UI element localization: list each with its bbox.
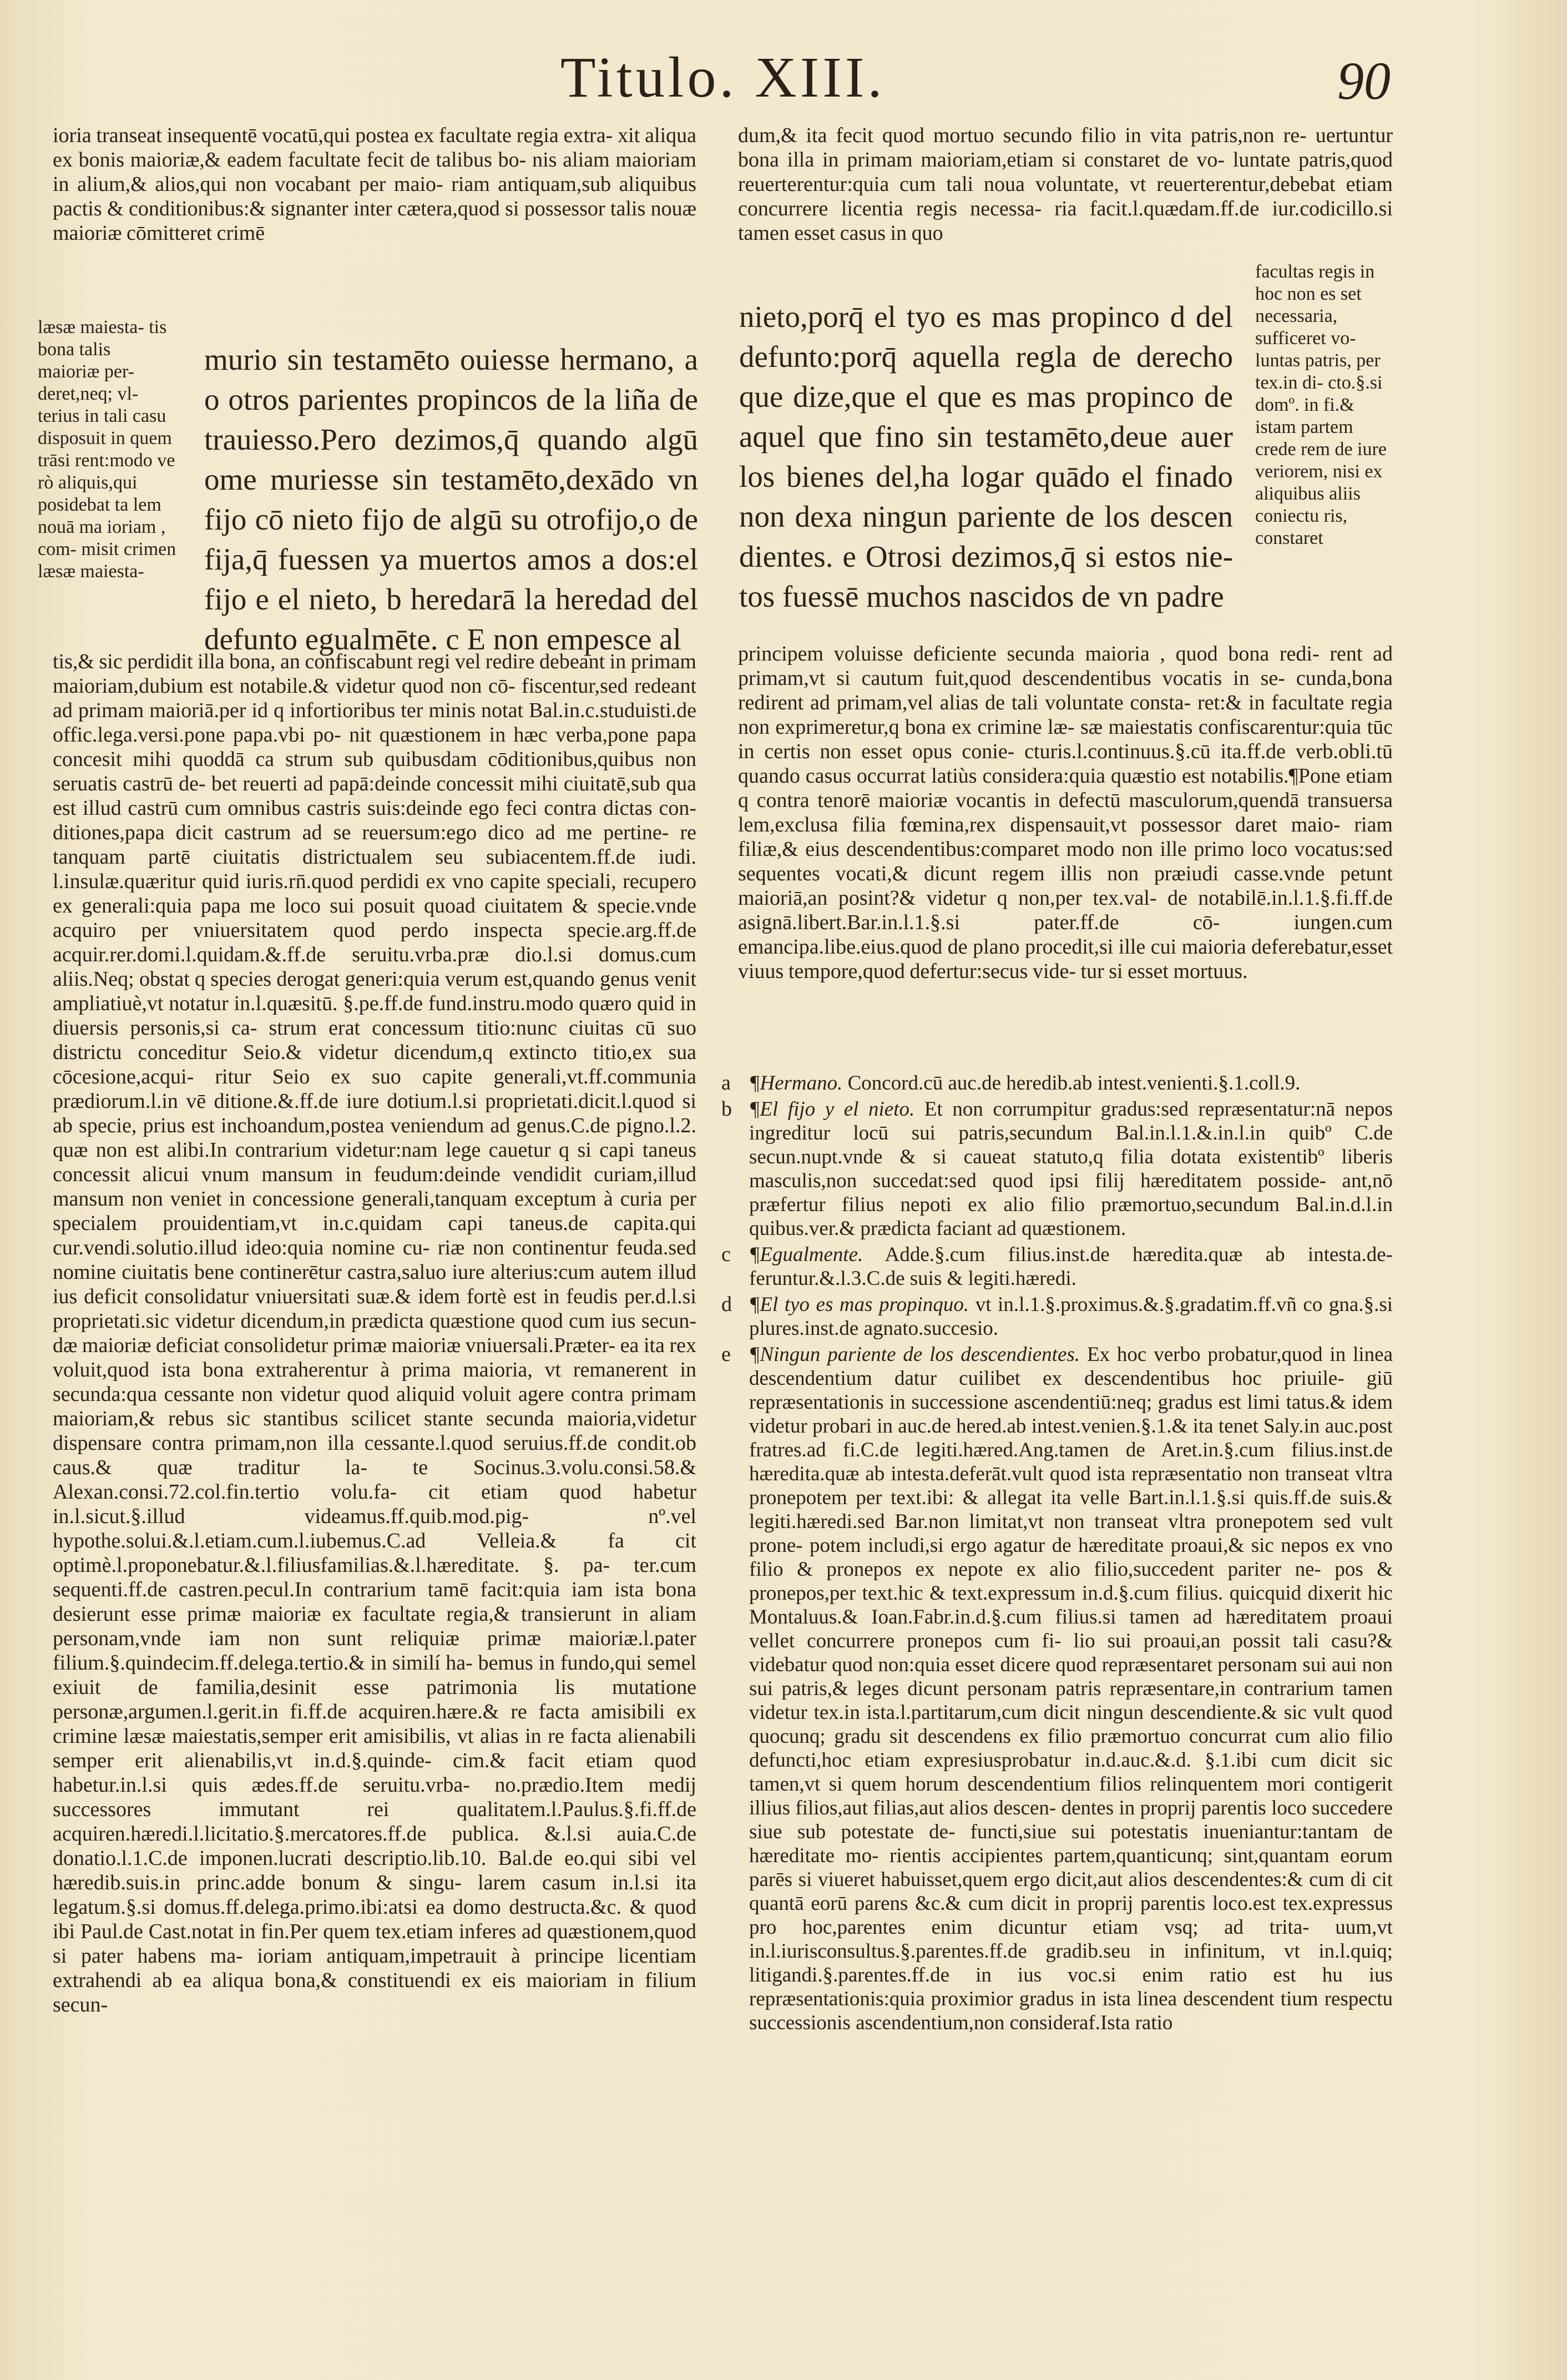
note-d (721, 1293, 1393, 1340)
note-c (721, 1243, 1393, 1290)
note-e (721, 1343, 1393, 2035)
right-gloss-after: principem voluisse deficiente secunda maioria , quod bona redi- rent ad primam,vt si cautum fuit,quod descendentibus vocatis in se- cunda,bona redirent ad primam,vel alias de tali voluntate consta- ret:& in facultate regia non exprimeretur,q bona ex crimine læ- sæ maiestatis confiscarentur:quia tūc in certis non esset opus conie- cturis.l.continuus.§.cū ita.ff.de verb.obli.tū quando casus occurrat latiùs considera:quia quæstio est notabilis.¶Pone etiam q contra tenorē maioriæ vocantis in defectū masculorum,quendā transuersa lem,exclusa filia fœmina,rex dispensauit,vt possessor daret maio- riam filiæ,& eius descendentibus:comparet modo non ille primo loco vocatus:sed sequentes vocati,& dicunt regem illis non præiudi casse.vnde petunt maioriā,an posint?& videtur q non,per tex.val- de notabilē.in.l.1.§.fi.ff.de asignā.libert.Bar.in.l.1.§.si pater.ff.de cō- iungen.cum emancipa.libe.eius.quod de plano procedit,si ille cui maioria deferebatur,esset viuus tempore,quod defertur:secus vide- tur si esset mortuus. (738, 642, 1393, 983)
note-letter: d (721, 1293, 732, 1316)
right-main-text: nieto,porq̄ el tyo es mas propinco d del defunto:porq̄ aquella regla de derecho que dize,que el que es mas propinco de aquel que fino sin testamēto,deue auer los bienes del,ha logar quādo el finado non dexa ningun pariente de los descen dientes. e Otrosi dezimos,q̄ si estos nie- tos fuessē muchos nascidos de vn padre (739, 300, 1233, 613)
left-gloss-top: ioria transeat insequentē vocatū,qui postea ex facultate regia extra- xit aliqua ex bonis maioriæ,& eadem facultate fecit de talibus bo- nis aliam maioriam in alium,& alios,qui non vocabant per maio- riam antiquam,sub aliquibus pactis & conditionibus:& signanter inter cætera,quod si possessor talis nouæ maioriæ cōmitteret crimē (53, 124, 696, 245)
left-gloss-bottom: tis,& sic perdidit illa bona, an confiscabunt regi vel redire debeant in primam maioriam,dubium est notabile.& videtur quod non cō- fiscentur,sed redeant ad primam maioriā.per id q infortioribus ter minis notat Bal.in.c.studuisti.de offic.lega.versi.pone papa.vbi po- nit quæstionem in hæc verba,pone papa concesit mihi quoddā ca strum sub quibusdam cōditionibus,quibus non seruatis castrū de- bet reuerti ad papā:deinde concessit mihi ciuitatē,sub qua est illud castrū cum omnibus castris suis:deinde ego feci contra dictas con- ditiones,papa dicit castrum ad se reuersum:ego dico ad me pertine- re tanquam partē ciuitatis districtualem seu subiacentem.ff.de iudi. l.insulæ.quæritur quid iuris.rn̄.quod perdidi ex vno capite speciali, recupero ex generali:quia papa me loco sui posuit quoad ciuitatem & specie.vnde acquiro per vniuersitatem quod perdo inspecta specie.arg.ff.de acquir.rer.domi.l.quidam.&.ff.de seruitu.vrba.præ dio.l.si domus.cum aliis.Neq; obstat q species derogat generi:quia verum est,quando genus venit ampliatiuè,vt notatur in.l.quæsitū. §.pe.ff.de fund.instru.modo quæro quid in diuersis personis,si ca- strum erat concessum titio:nunc ciuitas cū suo districtu conceditur Seio.& videtur dicendum,q extincto titio,ex sua cōcesione,acqui- ritur Seio ex suo capite generali,vt.ff.communia prædiorum.l.in vē ditione.&.ff.de iure dotium.l.si proprietati.dicit.l.quod si ab specie, prius est inchoandum,postea veniendum ad genus.C.de pigno.l.2. quæ non est alibi.In contrarium videtur:nam lege cauetur q si capi taneus concessit alicui vnum mansum in feudum:deinde vendidit curiam,illud mansum non veniet in concessione generali,tanquam exceptum à curia per specialem prouidentiam,vt in.c.quidam capi taneus.de capita.qui cur.vendi.solutio.illud ideo:quia nomine cu- riæ non continentur feuda.sed nomine ciuitatis bene continerētur castra,saluo iure alterius:cum autem illud ius deficit consolidatur vniuersitati suæ.& idem fortè est in feudis per.d.l.si proprietati.sic videtur dicendum,in prædicta quæstione quod cum ius secun- dæ maioriæ deficiat consolidetur primæ maioriæ vniuersali.Præter- ea ita rex voluit,quod ista bona extraherentur à prima maioria, vt remanerent in secunda:qua cessante non videtur quod aliquid voluit agere contra primam maioriam,& rebus sic stantibus scilicet stante secunda maioria,videtur dispensare contra primam,non illa cessante.l.quod seruius.ff.de condit.ob caus.& quæ traditur la- te Socinus.3.volu.consi.58.& Alexan.consi.72.col.fin.tertio volu.fa- cit etiam quod habetur in.l.sicut.§.illud videamus.ff.quib.mod.pig- nº.vel hypothe.solui.&.l.etiam.cum.l.iubemus.C.ad Velleia.& fa cit optimè.l.proponebatur.&.l.filiusfamilias.&.l.hæreditate. §. pa- ter.cum sequenti.ff.de castren.pecul.In contrarium tamē facit:quia iam ista bona desierunt esse primæ maioriæ ex facultate regia,& transierunt in aliam personam,vnde iam non sunt reliquiæ primæ maioriæ.l.pater filium.§.quindecim.ff.delega.tertio.& in similí ha- bemus in fundo,qui semel exiuit de familia,desinit esse patrimonia lis mutatione personæ,argumen.l.gerit.in fi.ff.de acquiren.hære.& re facta amisibili ex crimine læsæ maiestatis,semper erit amisibilis, vt alias in re facta alienabili semper erit alienabilis,vt in.d.§.quinde- cim.& facit etiam quod habetur.in.l.si quis ædes.ff.de seruitu.vrba- no.prædio.Item medij successores immutant rei qualitatem.l.Paulus.§.fi.ff.de acquiren.hæredi.l.licitatio.§.mercatores.ff.de publica. &.l.si auia.C.de donatio.l.1.C.de imponen.lucrati descriptio.lib.10. Bal.de eo.qui sibi vel hæredib.suis.in princ.adde bonum & singu- larem casum in.l.si ita legatum.§.si domus.ff.delega.primo.ibi:atsi ea domo destructa.&c. & quod ibi Paul.de Cast.notat in fin.Per quem tex.etiam inferes ad quæstionem,quod si pater habens ma- ioriam antiquam,impetrauit à principe licentiam extrahendi ab ea aliqua bona,& constituendi ex eis maioriam in filium secun- (53, 650, 696, 2016)
left-main-text: murio sin testamēto ouiesse hermano, a o otros parientes propincos de la liña de trauiesso.Pero dezimos,q̄ quando algū ome muriesse sin testamēto,dexādo vn fijo cō nieto fijo de algū su otrofijo,o de fija,q̄ fuessen ya muertos amos a dos:el fijo e el nieto, b heredarā la heredad del defunto egualmēte. c E non empesce al (204, 342, 698, 656)
note-a (721, 1071, 1393, 1095)
note-b (721, 1097, 1393, 1241)
folio-number: 90 (1337, 51, 1391, 110)
note-heading: ¶Hermano. (749, 1072, 843, 1095)
page-header (0, 44, 1567, 111)
note-text: Ex hoc verbo probatur,quod in linea descendentium datur cuilibet ex descendentibus hoc priuile- giū repræsentationis in successione ascendentiū:neq; gradus est limi tatus.& idem videtur probari in auc.de hered.ab intest.venien.§.1.& ita tenet Saly.in auc.post fratres.ad fi.C.de legiti.hæred.Ang.tamen de Aret.in.§.cum filius.inst.de hæredita.quæ ab intesta.deferāt.vult quod ista repræsentatio non transeat vltra pronepotem per text.ibi: & allegat ita velle Bart.in.l.1.§.si quis.ff.de suis.& legiti.hæredi.sed Bar.non limitat,vt non transeat vltra pronepotem sed vult prone- potem includi,si ergo agatur de hæreditate proaui,& sic nepos ex vno filio & pronepos ex nepote ex alio filio,succedent pariter ne- pos & pronepos,per text.hic & text.expressum in.d.§.cum filius. quicquid dixerit hic Montaluus.& Ioan.Fabr.in.d.§.cum filius.si tamen ad hæreditatem proaui vellet concurrere pronepos cum fi- lio sui proaui,an possit tali casu?& videbatur quod non:quia esset dicere quod repræsentaret personam sui aui non sui patris,& leges dicunt personam patris repræsentare,in contrarium tamen videtur tex.in ista.l.partitarum,cum dicit ningun descendiente.& sic vult quod quocunq; gradu sit descendens ex filio præmortuo concurrat cum alio filio defuncti,hoc etiam expresiusprobatur in.d.auc.&.d. §.1.ibi cum dicit sic tamen,vt si quem horum descendentium filios relinquentem mori contigerit illius filios,aut filias,aut alios descen- dentes in proprij parentis loco succedere siue sub potestate de- functi,siue sui potestatis inueniantur:tantam de hæreditate mo- rientis accipientes partem,quanticunq; sint,quantam eorum parēs si viueret habuisset,quem ergo dicit,aut alios descendentes:& cum di cit quantā eorū parens &c.& cum dicit in proprij parentis loco.est tex.expressus pro hoc,parentes enim dicuntur etiam vsq; ad trita- uum,vt in.l.iurisconsultus.§.parentes.ff.de gradib.seu in infinitum, vt in.l.quiq; litigandi.§.parentes.ff.de in ius voc.si enim ratio est hu ius repræsentationis:quia proximior gradus in ista linea descendent tium respectu successionis ascendentium,non consideraf.Ista ratio (749, 1343, 1393, 2034)
running-title: Titulo. XIII. (560, 46, 886, 109)
note-heading: ¶El tyo es mas propinquo. (749, 1293, 969, 1316)
right-gloss-narrow: facultas regis in hoc non es set necessaria, sufficeret vo- luntas patris, per tex.in di- cto.§.si domº. in fi.& istam partem crede rem de iure veriorem, nisi ex aliquibus aliis coniectu ris, constaret (1255, 261, 1387, 548)
note-heading: ¶Ningun pariente de los descendientes. (749, 1343, 1080, 1366)
note-heading: ¶Egualmente. (749, 1243, 863, 1266)
right-gloss-top: dum,& ita fecit quod mortuo secundo filio in vita patris,non re- uertuntur bona illa in primam maioriam,etiam si constaret de vo- luntate patris,quod reuerterentur:quia cum tali noua voluntate, vt reuerterentur,debebat etiam concurrere licentia regis necessa- ria facit.l.quædam.ff.de iur.codicillo.si tamen esset casus in quo (738, 124, 1393, 245)
note-letter: a (721, 1071, 731, 1095)
note-letter: e (721, 1343, 731, 1366)
note-heading: ¶El fijo y el nieto. (749, 1098, 915, 1121)
note-text: Adde.§.cum filius.inst.de hæredita.quæ ab intesta.de- feruntur.&.l.3.C.de suis & legiti.hæredi. (749, 1243, 1393, 1290)
note-text: Concord.cū auc.de heredib.ab intest.venienti.§.1.coll.9. (847, 1072, 1301, 1095)
note-letter: c (721, 1243, 731, 1266)
note-text: Et non corrumpitur gradus:sed repræsentatur:nā nepos ingreditur locū sui patris,secundum Bal.in.l.1.&.in.l.in quibº C.de secun.nupt.vnde & si caueat statuto,q filia dotata existentibº liberis masculis,non succedat:sed quod ipsi filij hæreditatem posside- ant,nō præfertur filius nepoti ex alio filio præmortuo,secundum Bal.in.d.l.in quibus.ver.& prædicta faciant ad quæstionem. (749, 1098, 1393, 1240)
left-gloss-narrow: læsæ maiesta- tis bona talis maioriæ per- deret,neq; vl- terius in tali casu disposuit in quem trāsi rent:modo ve rò aliquis,qui posidebat ta lem nouā ma ioriam , com- misit crimen læsæ maiesta- (38, 317, 176, 582)
right-notes (721, 1071, 1393, 2037)
note-letter: b (721, 1097, 732, 1121)
note-text: vt in.l.1.§.proximus.&.§.gradatim.ff.vñ co gna.§.si plures.inst.de agnato.succesio. (749, 1293, 1393, 1340)
